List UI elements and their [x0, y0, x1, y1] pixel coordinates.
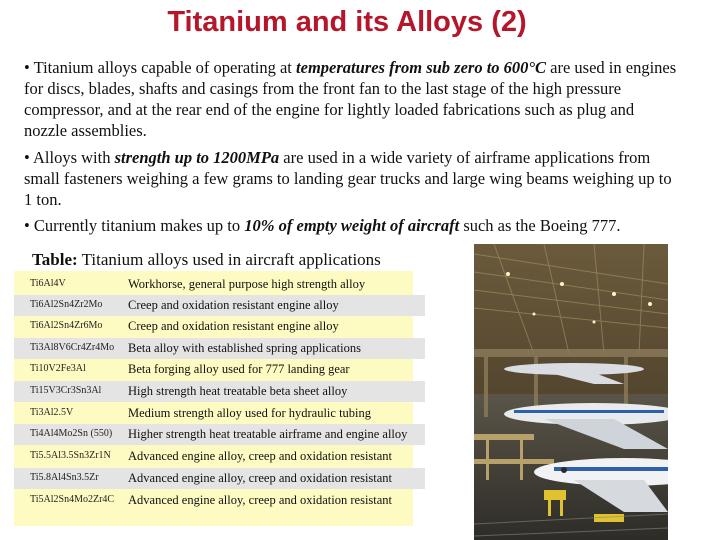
- alloy-name: Ti6Al2Sn4Zr6Mo: [30, 320, 103, 331]
- alloy-name: Ti5.5Al3.5Sn3Zr1N: [30, 450, 111, 461]
- slide-title: Titanium and its Alloys (2): [167, 6, 527, 38]
- alloy-use: Workhorse, general purpose high strength alloy: [128, 277, 366, 291]
- alloy-name: Ti6Al2Sn4Zr2Mo: [30, 299, 103, 310]
- table-row: [14, 490, 413, 511]
- table-caption: [32, 250, 381, 270]
- hangar-illustration: [474, 244, 668, 540]
- alloy-use: Creep and oxidation resistant engine alloy: [128, 298, 339, 312]
- table-row: [14, 295, 425, 316]
- alloy-use: Advanced engine alloy, creep and oxidation resistant: [128, 449, 393, 463]
- table-row: [14, 424, 425, 445]
- alloy-name: Ti6Al4V: [30, 278, 66, 289]
- table-row: [14, 359, 413, 380]
- bullet-text-pre: • Alloys with: [24, 148, 115, 167]
- alloy-name: Ti3Al2.5V: [30, 407, 74, 418]
- table-row: [14, 468, 425, 489]
- alloy-table: [14, 271, 413, 526]
- alloy-use: Advanced engine alloy, creep and oxidation resistant: [128, 471, 393, 485]
- alloy-name: Ti3Al8V6Cr4Zr4Mo: [30, 342, 115, 353]
- bullet-text-pre: • Currently titanium makes up to: [24, 216, 245, 235]
- bullet-text-post: are used in engines for discs, blades, shafts and casings from the front fan to the last stage of the high pressure compressor, and at the rear end of the engine for lightly loaded fabrications such as plug and nozzle assemblies.: [24, 58, 677, 140]
- bullet-emphasis: strength up to 1200MPa: [114, 148, 280, 167]
- alloy-use: Beta alloy with established spring applications: [128, 341, 361, 355]
- alloy-name: Ti5Al2Sn4Mo2Zr4C: [30, 494, 115, 505]
- table-row: [14, 316, 413, 337]
- bullet-emphasis: 10% of empty weight of aircraft: [244, 216, 460, 235]
- bullet-emphasis: temperatures from sub zero to 600°C: [296, 58, 547, 77]
- bullet-temperature: [24, 57, 679, 141]
- alloy-use: Beta forging alloy used for 777 landing gear: [128, 362, 350, 376]
- alloy-use: Advanced engine alloy, creep and oxidation resistant: [128, 493, 393, 507]
- table-row: [14, 338, 425, 359]
- table-caption-text: Titanium alloys used in aircraft applications: [81, 250, 381, 269]
- table-row: [14, 446, 413, 467]
- alloy-name: Ti5.8Al4Sn3.5Zr: [30, 472, 99, 483]
- alloy-name: Ti15V3Cr3Sn3Al: [30, 385, 102, 396]
- aircraft-assembly-photo: [474, 244, 668, 540]
- table-row: [14, 381, 425, 402]
- bullet-strength: [24, 147, 679, 210]
- table-row: [14, 403, 413, 424]
- alloy-use: Medium strength alloy used for hydraulic tubing: [128, 406, 372, 420]
- alloy-use: Higher strength heat treatable airframe and engine alloy: [128, 427, 408, 441]
- alloy-name: Ti10V2Fe3Al: [30, 363, 86, 374]
- bullet-text-post: are used in a wide variety of airframe applications from small fasteners weighing a few grams to landing gear trucks and large wing beams weighing up to 1 ton.: [24, 148, 672, 209]
- alloy-use: Creep and oxidation resistant engine alloy: [128, 319, 339, 333]
- bullet-text-pre: • Titanium alloys capable of operating at: [24, 58, 297, 77]
- alloy-name: Ti4Al4Mo2Sn (550): [30, 428, 113, 439]
- table-caption-label: Table:: [32, 250, 78, 269]
- table-row: [14, 274, 413, 295]
- bullet-weight: [24, 215, 679, 236]
- alloy-use: High strength heat treatable beta sheet alloy: [128, 384, 348, 398]
- bullet-text-post: such as the Boeing 777.: [459, 216, 621, 235]
